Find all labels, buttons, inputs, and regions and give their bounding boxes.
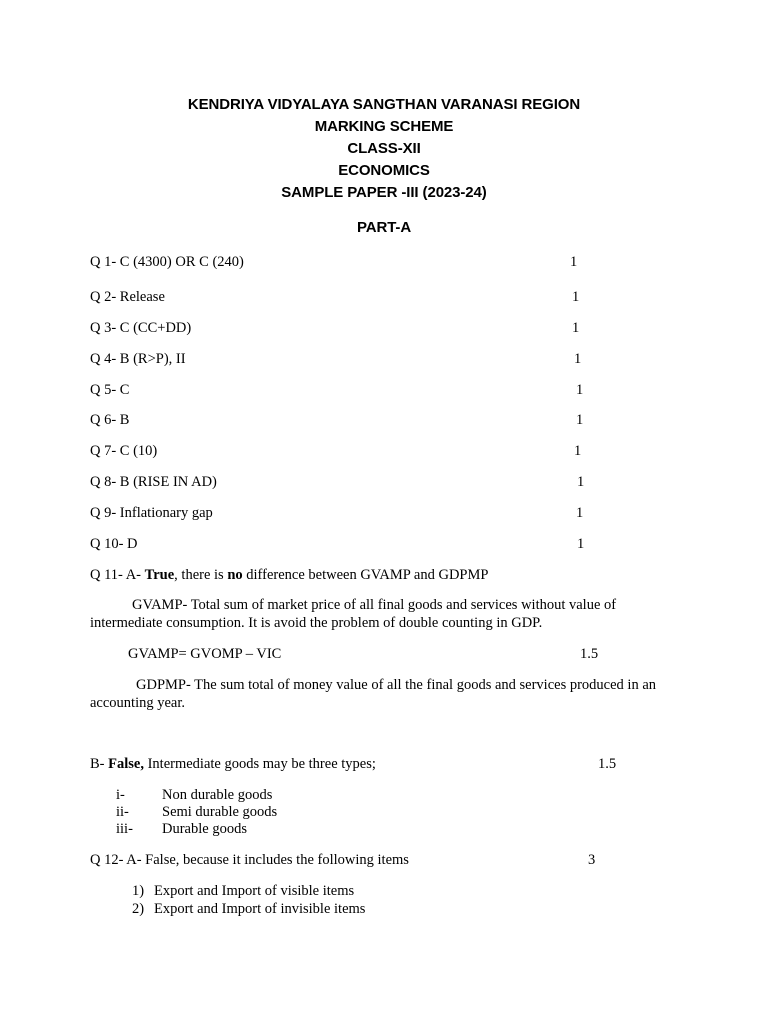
marks-q4: 1 (574, 351, 582, 367)
item-num: 2) (132, 901, 145, 917)
school-title: KENDRIYA VIDYALAYA SANGTHAN VARANASI REGION (187, 96, 581, 113)
answer-q12: Q 12- A- False, because it includes the following items (90, 852, 409, 868)
answer-q4: Q 4- B (R>P), II (90, 351, 186, 367)
type-label: Non durable goods (162, 787, 273, 803)
type-num: i- (116, 787, 125, 803)
marks-q10: 1 (577, 536, 585, 552)
type-label: Durable goods (162, 821, 247, 837)
part-label: PART-A (356, 219, 412, 236)
answer-q8: Q 8- B (RISE IN AD) (90, 474, 217, 490)
formula-marks: 1.5 (580, 646, 599, 662)
answer-q9: Q 9- Inflationary gap (90, 505, 213, 521)
item-num: 1) (132, 883, 145, 899)
marks-q2: 1 (572, 289, 580, 305)
marks-q8: 1 (577, 474, 585, 490)
answer-q1: Q 1- C (4300) OR C (240) (90, 254, 244, 270)
answer-q5: Q 5- C (90, 382, 130, 398)
doc-title: MARKING SCHEME (314, 118, 454, 135)
class-label: CLASS-XII (347, 140, 421, 157)
answer-q6: Q 6- B (90, 412, 130, 428)
item-label: Export and Import of visible items (154, 883, 355, 899)
marks-q1: 1 (570, 254, 578, 270)
q12-marks: 3 (588, 852, 596, 868)
answer-q7: Q 7- C (10) (90, 443, 158, 459)
gdpmp-definition: GDPMP- The sum total of money value of all the final goods and services produced in an accounting year. (90, 677, 657, 711)
marks-q5: 1 (576, 382, 584, 398)
gvamp-formula: GVAMP= GVOMP – VIC (128, 646, 282, 662)
marks-q9: 1 (576, 505, 584, 521)
paper-label: SAMPLE PAPER -III (2023-24) (281, 184, 487, 201)
q11b-marks: 1.5 (598, 756, 617, 772)
marks-q3: 1 (572, 320, 580, 336)
subject-label: ECONOMICS (338, 162, 430, 179)
gvamp-definition: GVAMP- Total sum of market price of all final goods and services without value of intermediate consumption. It is avoid the problem of double counting in GDP. (90, 597, 617, 631)
item-label: Export and Import of invisible items (154, 901, 366, 917)
type-label: Semi durable goods (162, 804, 278, 820)
answer-q3: Q 3- C (CC+DD) (90, 320, 192, 336)
type-num: iii- (116, 821, 133, 837)
marks-q6: 1 (576, 412, 584, 428)
answer-q11a: Q 11- A- True, there is no difference between GVAMP and GDPMP (90, 567, 489, 583)
marks-q7: 1 (574, 443, 582, 459)
answer-q2: Q 2- Release (90, 289, 165, 305)
answer-q10: Q 10- D (90, 536, 138, 552)
type-num: ii- (116, 804, 129, 820)
answer-q11b: B- False, Intermediate goods may be three types; (90, 756, 376, 772)
